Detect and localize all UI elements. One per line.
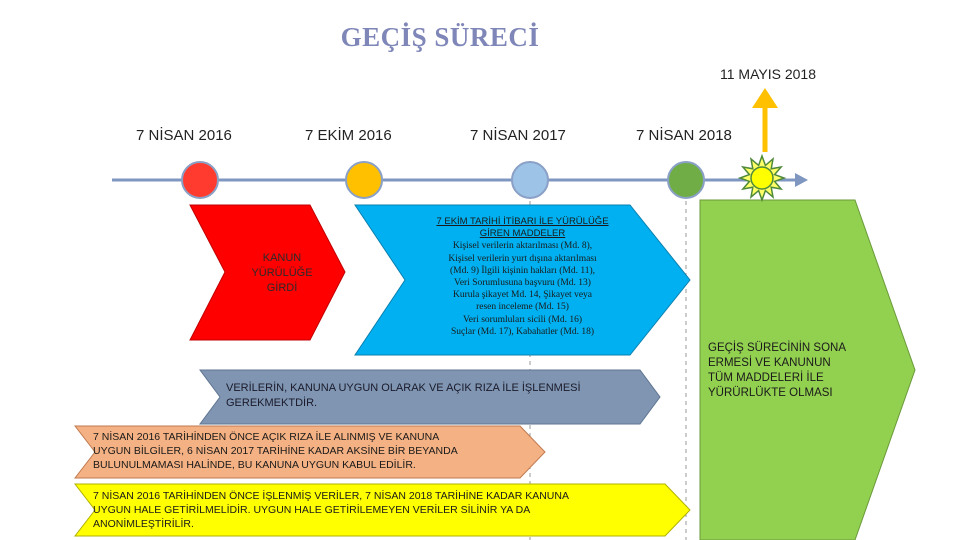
- gray-box-text: [226, 381, 646, 411]
- blue-box-line: Kişisel verilerin aktarılması (Md. 8),: [452, 241, 593, 252]
- blue-box-heading-line: GİREN MADDELER: [479, 228, 566, 240]
- green-box-line: GEÇİŞ SÜRECİNİN SONA: [708, 342, 847, 354]
- orange-box-line: 7 NİSAN 2016 TARİHİNDEN ÖNCE AÇIK RIZA İLE ALINMIŞ VE KANUNA: [93, 431, 440, 443]
- blue-box-line: Veri sorumluları sicili (Md. 16): [463, 314, 582, 325]
- date-label-2018-may: 11 MAYIS 2018: [720, 66, 816, 82]
- red-box-text: [235, 251, 329, 296]
- blue-box-line: resen inceleme (Md. 15): [476, 302, 569, 313]
- milestone-circle-2: [346, 162, 382, 198]
- blue-box-line: Veri Sorumlusuna başvuru (Md. 13): [454, 278, 591, 289]
- blue-box-line: Suçlar (Md. 17), Kabahatler (Md. 18): [451, 326, 594, 337]
- blue-box-text: [405, 216, 640, 338]
- gray-box-line: GEREKMEKTDİR.: [226, 397, 318, 409]
- page-title: GEÇİŞ SÜRECİ: [340, 22, 540, 52]
- date-label-2017-april: 7 NİSAN 2017: [470, 127, 566, 144]
- blue-box-heading-line: 7 EKİM TARİHİ İTİBARI İLE YÜRÜLÜĞE: [436, 216, 609, 227]
- date-label-2018-april: 7 NİSAN 2018: [636, 127, 732, 144]
- orange-box-line: UYGUN BİLGİLER, 6 NİSAN 2017 TARİHİNE KADAR AKSİNE BİR BEYANDA: [93, 445, 458, 457]
- milestone-circle-4: [668, 162, 704, 198]
- blue-box-line: (Md. 9) İlgili kişinin hakları (Md. 11),: [449, 265, 596, 276]
- yellow-box-line: 7 NİSAN 2016 TARİHİNDEN ÖNCE İŞLENMİŞ VERİLER, 7 NİSAN 2018 TARİHİNE KADAR KANUNA: [93, 490, 569, 502]
- yellow-box-line: UYGUN HALE GETİRİLMELİDİR. UYGUN HALE GETİRİLEMEYEN VERİLER SİLİNİR YA DA: [93, 504, 531, 516]
- milestone-circle-1: [182, 162, 218, 198]
- date-label-2016-october: 7 EKİM 2016: [305, 127, 392, 144]
- green-box-line: TÜM MADDELERİ İLE: [708, 372, 824, 384]
- orange-box-text: [93, 430, 533, 472]
- green-box-text: [708, 341, 868, 401]
- orange-box-line: BULUNULMAMASI HALİNDE, BU KANUNA UYGUN KABUL EDİLİR.: [93, 459, 416, 471]
- sun-icon: [740, 156, 784, 200]
- green-box-line: YÜRÜRLÜKTE OLMASI: [708, 387, 833, 399]
- green-box-line: ERMESİ VE KANUNUN: [708, 357, 831, 369]
- yellow-box-line: ANONİMLEŞTİRİLİR.: [93, 518, 194, 530]
- red-box-line: GİRDİ: [266, 282, 298, 294]
- up-arrow-icon: [752, 88, 778, 152]
- blue-box-line: Kişisel verilerin yurt dışına aktarılması: [448, 253, 597, 264]
- red-box-line: KANUN: [262, 252, 302, 264]
- blue-box-line: Kurula şikayet Md. 14, Şikayet veya: [452, 290, 593, 301]
- date-label-2016-april: 7 NİSAN 2016: [136, 127, 232, 144]
- timeline-arrowhead: [795, 173, 808, 187]
- milestone-circle-3: [512, 162, 548, 198]
- gray-box-line: VERİLERİN, KANUNA UYGUN OLARAK VE AÇIK RIZA İLE İŞLENMESİ: [226, 382, 581, 394]
- red-box-line: YÜRÜLÜĞE: [251, 267, 313, 279]
- yellow-box-text: [93, 489, 673, 531]
